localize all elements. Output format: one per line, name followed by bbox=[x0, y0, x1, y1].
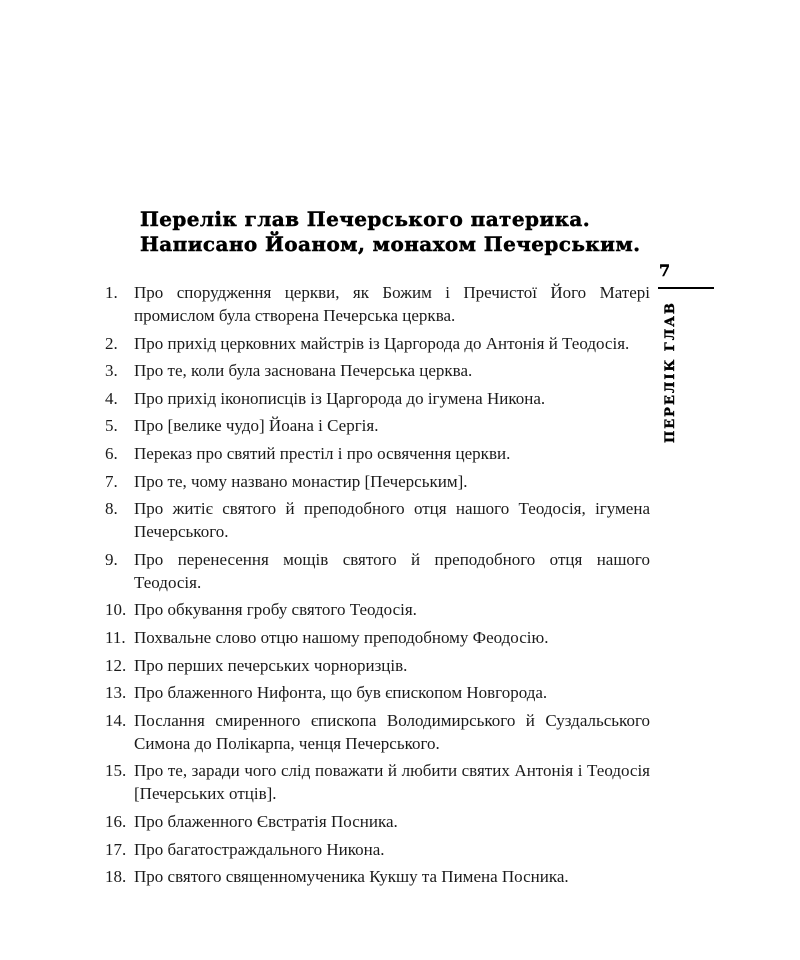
list-item-text: Переказ про святий престіл і про освячення церкви. bbox=[134, 443, 511, 463]
list-item-number: 10. bbox=[105, 600, 127, 620]
list-item bbox=[105, 838, 650, 861]
list-item-text: Про перших печерських чорноризців. bbox=[134, 655, 408, 675]
list-item-text: Про житіє святого й преподобного отця нашого Теодосія, ігумена Печерського. bbox=[134, 499, 650, 542]
list-item bbox=[105, 626, 650, 649]
list-item-number: 9. bbox=[105, 549, 118, 569]
list-item-number: 15. bbox=[105, 761, 127, 781]
list-item-text: Про [велике чудо] Йоана і Сергія. bbox=[134, 416, 379, 436]
list-item-number: 18. bbox=[105, 867, 127, 887]
list-item bbox=[105, 548, 650, 594]
list-item-text: Про прихід іконописців із Царгорода до ігумена Никона. bbox=[134, 388, 546, 408]
list-item-text: Про прихід церковних майстрів із Царгорода до Антонія й Теодосія. bbox=[134, 333, 630, 353]
list-item bbox=[105, 442, 650, 465]
list-item-text: Про обкування гробу святого Теодосія. bbox=[134, 600, 417, 620]
list-item-number: 13. bbox=[105, 683, 127, 703]
page-number: 7 bbox=[659, 261, 671, 280]
list-item-text: Послання смиренного єпископа Володимирського й Суздальського Симона до Полікарпа, ченця Печерського. bbox=[134, 710, 650, 753]
list-item bbox=[105, 709, 650, 755]
list-item-text: Похвальне слово отцю нашому преподобному Феодосію. bbox=[134, 627, 549, 647]
list-item-number: 16. bbox=[105, 811, 127, 831]
list-item-text: Про блаженного Євстратія Посника. bbox=[134, 811, 398, 831]
list-item bbox=[105, 359, 650, 382]
list-item bbox=[105, 654, 650, 677]
margin-vertical-caption: ПЕРЕЛІК ГЛАВ bbox=[663, 301, 678, 443]
folio-rule bbox=[658, 287, 714, 289]
list-item-text: Про спорудження церкви, як Божим і Пречистої Його Матері промислом була створена Печерська церква. bbox=[134, 283, 650, 325]
list-item-text: Про те, чому названо монастир [Печерським]. bbox=[134, 471, 468, 491]
list-item bbox=[105, 759, 650, 805]
list-item bbox=[105, 387, 650, 410]
page-title bbox=[140, 207, 641, 257]
list-item-number: 4. bbox=[105, 388, 118, 408]
list-item-number: 5. bbox=[105, 416, 118, 436]
list-item-text: Про перенесення мощів святого й преподобного отця нашого Теодосія. bbox=[134, 549, 650, 592]
list-item bbox=[105, 598, 650, 621]
list-item-number: 12. bbox=[105, 655, 127, 675]
list-item-number: 14. bbox=[105, 710, 127, 730]
list-item-text: Про блаженного Нифонта, що був єпископом Новгорода. bbox=[134, 683, 548, 703]
list-item-number: 17. bbox=[105, 839, 127, 859]
list-item bbox=[105, 470, 650, 493]
chapter-list bbox=[105, 281, 650, 893]
list-item-text: Про те, заради чого слід поважати й любити святих Антонія і Теодосія [Печерських отців]. bbox=[134, 761, 650, 804]
list-item bbox=[105, 497, 650, 543]
list-item-number: 8. bbox=[105, 499, 118, 519]
list-item-number: 11. bbox=[105, 627, 126, 647]
list-item bbox=[105, 281, 650, 327]
list-item-text: Про багатостраждального Никона. bbox=[134, 839, 385, 859]
list-item-number: 1. bbox=[105, 283, 118, 302]
list-item bbox=[105, 414, 650, 437]
list-item bbox=[105, 332, 650, 355]
list-item bbox=[105, 810, 650, 833]
list-item bbox=[105, 865, 650, 888]
list-item-text: Про те, коли була заснована Печерська церква. bbox=[134, 361, 473, 381]
list-item bbox=[105, 681, 650, 704]
list-item-number: 2. bbox=[105, 333, 118, 353]
list-item-text: Про святого священномученика Кукшу та Пимена Посника. bbox=[134, 867, 569, 887]
list-item-number: 6. bbox=[105, 443, 118, 463]
page-title-line-2: Написано Йоаном, монахом Печерським. bbox=[140, 232, 641, 256]
list-item-number: 3. bbox=[105, 361, 118, 381]
list-item-number: 7. bbox=[105, 471, 118, 491]
page-title-line-1: Перелік глав Печерського патерика. bbox=[140, 207, 591, 231]
